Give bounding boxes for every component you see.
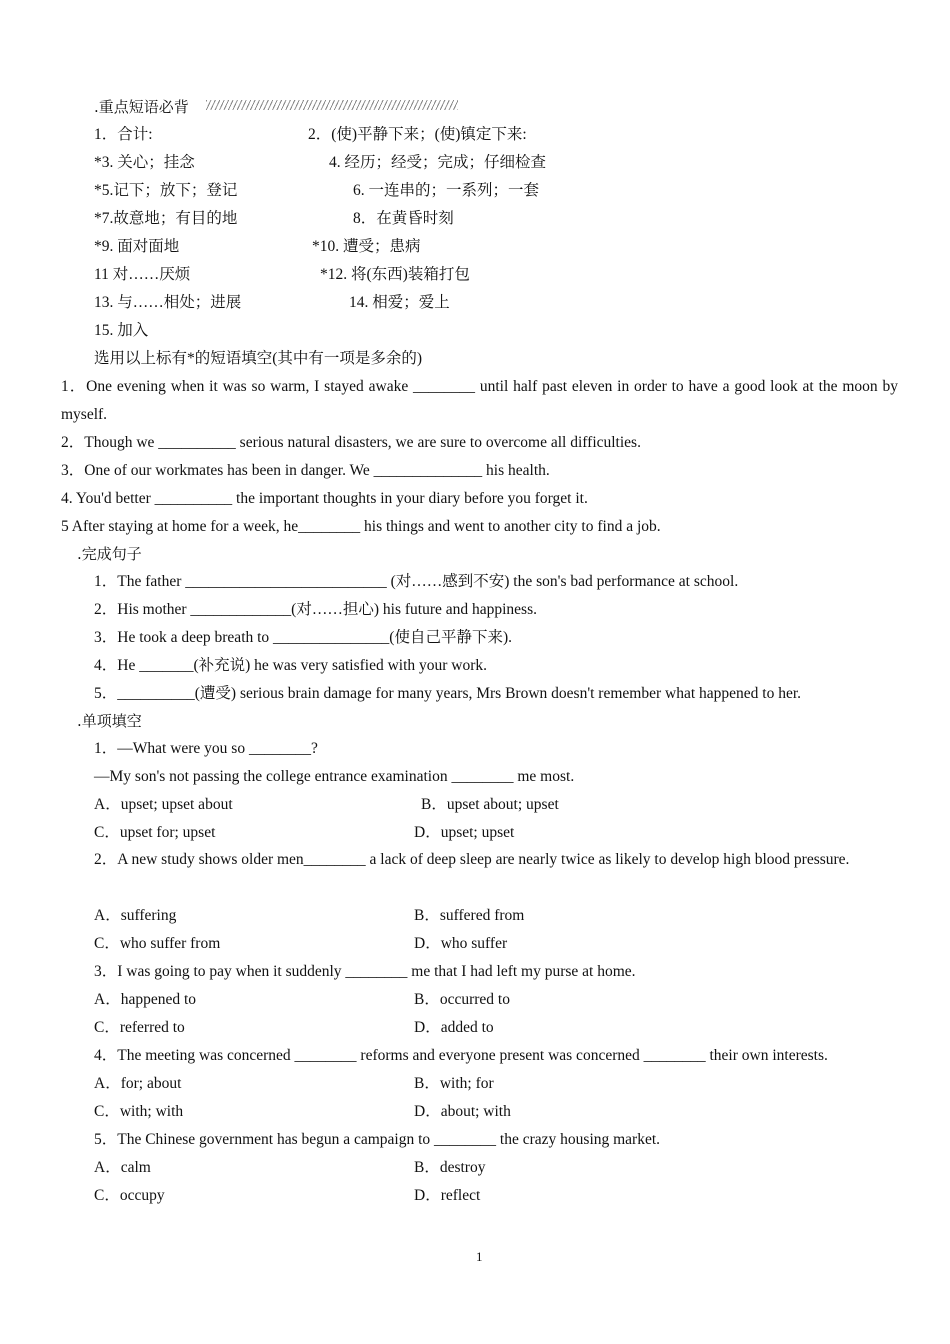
option-b: B．suffered from bbox=[414, 907, 525, 924]
option-b: B．with; for bbox=[414, 1075, 494, 1092]
mc-question-1: 1．—What were you so ________? bbox=[94, 740, 318, 757]
option-c: C．upset for; upset bbox=[94, 824, 216, 841]
phrase-item: 1．合计: bbox=[94, 126, 153, 143]
page-number: 1 bbox=[476, 1249, 483, 1264]
phrase-item: 15. 加入 bbox=[94, 322, 149, 339]
option-d: D．reflect bbox=[414, 1187, 481, 1204]
mc-question-1-line2: —My son's not passing the college entrance examination ________ me most. bbox=[94, 768, 575, 785]
sentence-item: 4．He _______(补充说) he was very satisfied with your work. bbox=[94, 657, 488, 674]
phrase-item: 2．(使)平静下来；(使)镇定下来: bbox=[308, 126, 527, 143]
fill-instruction: 选用以上标有*的短语填空(其中有一项是多余的) bbox=[94, 350, 423, 367]
mc-question-5: 5．The Chinese government has begun a campaign to ________ the crazy housing market. bbox=[94, 1131, 661, 1148]
option-b: B．destroy bbox=[414, 1159, 486, 1176]
section-title-multiple-choice: .单项填空 bbox=[77, 712, 142, 730]
mc-question-2: 2．A new study shows older men________ a lack of deep sleep are nearly twice as likely to develop high blood pressure. bbox=[94, 851, 850, 868]
phrase-item: 6. 一连串的；一系列；一套 bbox=[353, 182, 540, 199]
sentence-item: 2．His mother _____________(对……担心) his future and happiness. bbox=[94, 601, 537, 618]
option-c: C．referred to bbox=[94, 1019, 185, 1036]
option-a: A．upset; upset about bbox=[94, 796, 233, 813]
option-b: B．upset about; upset bbox=[421, 796, 559, 813]
decorative-hatch-bar bbox=[206, 100, 458, 110]
section-title-complete-sentences: .完成句子 bbox=[77, 545, 142, 563]
fill-question-3: 3．One of our workmates has been in danger. We ______________ his health. bbox=[61, 462, 550, 479]
option-a: A．suffering bbox=[94, 907, 177, 924]
phrase-item: *10. 遭受；患病 bbox=[312, 238, 421, 255]
phrase-item: 14. 相爱；爱上 bbox=[349, 294, 450, 311]
sentence-item: 5．__________(遭受) serious brain damage for many years, Mrs Brown doesn't remember what happened to her. bbox=[94, 685, 802, 702]
phrase-item: 13. 与……相处；进展 bbox=[94, 294, 242, 311]
option-a: A．happened to bbox=[94, 991, 197, 1008]
phrase-item: *9. 面对面地 bbox=[94, 238, 180, 255]
mc-question-3: 3．I was going to pay when it suddenly ________ me that I had left my purse at home. bbox=[94, 963, 636, 980]
phrase-item: *3. 关心；挂念 bbox=[94, 154, 195, 171]
option-a: A．for; about bbox=[94, 1075, 182, 1092]
mc-question-4: 4．The meeting was concerned ________ reforms and everyone present was concerned ________ their own interests. bbox=[94, 1047, 828, 1064]
fill-question-1: 1．One evening when it was so warm, I stayed awake ________ until half past eleven in order to have a good look at the moon by myself. bbox=[61, 378, 898, 423]
phrase-item: *7.故意地；有目的地 bbox=[94, 210, 238, 227]
option-b: B．occurred to bbox=[414, 991, 510, 1008]
section-title-key-phrases: .重点短语必背 bbox=[94, 98, 189, 116]
phrase-item: *12. 将(东西)装箱打包 bbox=[320, 266, 470, 283]
fill-question-2: 2．Though we __________ serious natural disasters, we are sure to overcome all difficulties. bbox=[61, 434, 641, 451]
fill-question-4: 4. You'd better __________ the important thoughts in your diary before you forget it. bbox=[61, 490, 588, 507]
sentence-item: 1．The father __________________________ (对……感到不安) the son's bad performance at school. bbox=[94, 573, 739, 590]
phrase-item: 11 对……厌烦 bbox=[94, 266, 191, 283]
phrase-item: 4. 经历；经受；完成；仔细检查 bbox=[329, 154, 547, 171]
option-c: C．occupy bbox=[94, 1187, 165, 1204]
option-c: C．who suffer from bbox=[94, 935, 221, 952]
phrase-item: *5.记下；放下；登记 bbox=[94, 182, 238, 199]
phrase-item: 8．在黄昏时刻 bbox=[353, 210, 454, 227]
option-d: D．upset; upset bbox=[414, 824, 515, 841]
option-d: D．who suffer bbox=[414, 935, 508, 952]
sentence-item: 3．He took a deep breath to _______________(使自己平静下来). bbox=[94, 629, 513, 646]
fill-question-5: 5 After staying at home for a week, he________ his things and went to another city to find a job. bbox=[61, 518, 661, 535]
option-d: D．about; with bbox=[414, 1103, 511, 1120]
option-c: C．with; with bbox=[94, 1103, 184, 1120]
option-d: D．added to bbox=[414, 1019, 494, 1036]
option-a: A．calm bbox=[94, 1159, 151, 1176]
